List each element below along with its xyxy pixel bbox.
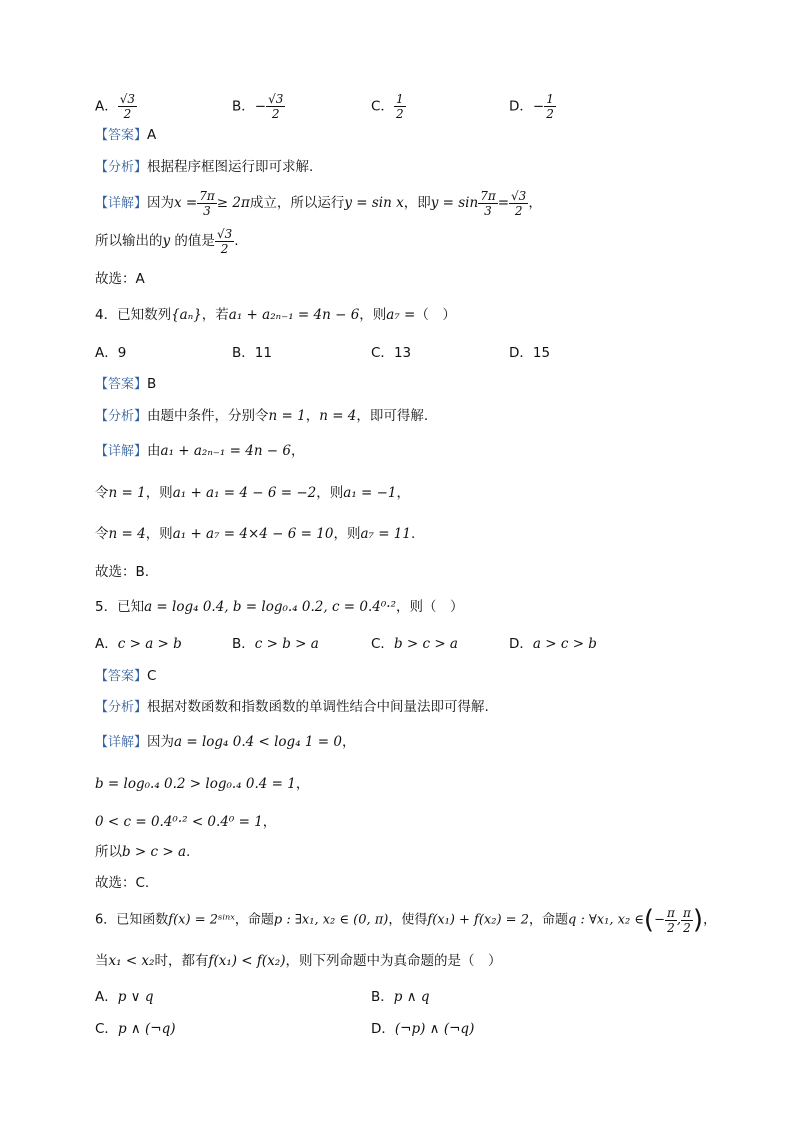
q3-options [95, 86, 734, 121]
option-letter: B． [232, 98, 255, 115]
option-sign: − [532, 98, 545, 115]
fraction-den: 2 [123, 107, 132, 121]
fraction [266, 92, 285, 121]
option-text: a > c > b [532, 636, 597, 652]
option-letter: A． [95, 989, 118, 1005]
math: a₁ + a₂ₙ₋₁ = 4n − 6 [228, 307, 360, 323]
option-letter: D． [371, 1021, 395, 1037]
math: a = log₄ 0.4, b = log₀.₄ 0.2, c = 0.4⁰·² [144, 599, 396, 615]
stem-text: ，则（ ） [396, 599, 464, 615]
q6-stem-line2 [95, 951, 734, 971]
detail-text: ， [396, 485, 411, 501]
option-sign: − [254, 98, 267, 115]
math: f(x₁) + f(x₂) = 2 [427, 912, 529, 928]
fraction-den: 3 [484, 203, 492, 218]
option-text: (¬p) ∧ (¬q) [394, 1021, 475, 1037]
q5-stem [95, 597, 734, 617]
stem-text: ，则 [359, 307, 387, 323]
option-letter: C． [371, 636, 394, 652]
stem-text: （ ） [415, 307, 456, 323]
detail-text: ，则 [145, 485, 173, 501]
q5-detail-line2 [95, 774, 734, 794]
option-text: 15 [532, 345, 551, 361]
analysis-text: 由题中条件，分别令 [147, 408, 269, 424]
answer-tag: 【答案】 [95, 377, 148, 392]
option-letter: C． [371, 345, 394, 361]
option-text: c > b > a [254, 636, 319, 652]
fraction [544, 92, 556, 121]
q6-option-d [371, 1019, 474, 1039]
stem-text: 时，都有 [154, 953, 209, 969]
math: f(x₁) < f(x₂) [208, 953, 286, 969]
stem-text: ，若 [201, 307, 229, 323]
fraction-den: 2 [667, 920, 675, 935]
math: = [497, 195, 510, 211]
math: n = 4 [319, 408, 357, 424]
math: a₁ + a₁ = 4 − 6 = −2 [172, 485, 317, 501]
option-letter: A． [95, 345, 118, 361]
fraction [118, 92, 137, 121]
q3-choose: 故选：A [95, 271, 145, 287]
analysis-text: ，即可得解. [356, 408, 429, 424]
fraction [197, 189, 217, 218]
q5-analysis [95, 697, 734, 718]
fraction-num: √3 [119, 92, 136, 106]
q4-option-d [509, 343, 550, 363]
fraction [394, 92, 406, 121]
detail-text: ， [295, 776, 310, 792]
detail-text: 因为 [147, 734, 175, 750]
detail-text: ，即 [403, 195, 431, 211]
option-letter: A． [95, 636, 118, 652]
q5-detail-line4 [95, 842, 734, 862]
q4-detail-line2 [95, 483, 734, 503]
option-letter: C． [371, 98, 394, 115]
q6-option-c [95, 1019, 176, 1039]
fraction-num: √3 [511, 188, 527, 203]
fraction-num: 1 [395, 92, 404, 106]
q3-detail [95, 186, 734, 220]
detail-text: . [186, 844, 191, 860]
fraction-den: 2 [395, 107, 404, 121]
detail-text: ， [528, 195, 542, 211]
fraction-num: 1 [546, 92, 554, 106]
analysis-tag: 【分析】 [95, 160, 148, 175]
option-letter: D． [509, 98, 533, 115]
math: q : ∀x₁, x₂ ∈ [568, 912, 644, 928]
detail-text: ， [262, 814, 277, 830]
option-text: 9 [117, 345, 127, 361]
math: a₇ = [386, 307, 416, 323]
option-text: 11 [254, 345, 272, 361]
fraction [681, 906, 693, 935]
math: x₁ < x₂ [108, 953, 155, 969]
math: b > c > a [122, 844, 187, 860]
detail-text: . [411, 526, 416, 542]
fraction [509, 189, 528, 218]
analysis-text: 根据程序框图运行即可求解. [147, 159, 314, 175]
option-text: p ∨ q [117, 989, 154, 1005]
stem-text: 6．已知函数 [95, 912, 169, 928]
q6-option-b [371, 987, 430, 1007]
stem-text: ，命题 [234, 912, 274, 928]
detail-text: 令 [95, 485, 109, 501]
paren: ( [643, 905, 655, 935]
option-letter: C． [95, 1021, 118, 1037]
stem-text: ，使得 [388, 912, 428, 928]
math: y = sin [430, 195, 479, 211]
q3-analysis [95, 157, 734, 178]
answer-value: B [147, 376, 157, 392]
q3-option-a [95, 92, 137, 121]
q5-option-d [509, 634, 597, 654]
q3-option-c [371, 92, 406, 121]
fraction-num: π [666, 905, 675, 920]
detail-text: ， [341, 734, 356, 750]
fraction-den: 2 [683, 920, 691, 935]
answer-tag: 【答案】 [95, 669, 148, 684]
detail-tag: 【详解】 [95, 444, 148, 459]
math: n = 4 [108, 526, 146, 542]
comma: , [676, 912, 682, 928]
option-letter: A． [95, 98, 118, 115]
fraction [478, 189, 498, 218]
detail-text: ，则 [333, 526, 361, 542]
q5-answer [95, 666, 734, 687]
fraction-num: √3 [268, 92, 284, 106]
fraction-num: 7π [199, 188, 215, 203]
q3-answer [95, 125, 734, 146]
q3-option-b [232, 92, 285, 121]
option-letter: B． [232, 636, 255, 652]
detail-text: 的值是 [170, 233, 215, 249]
math: b = log₀.₄ 0.2 > log₀.₄ 0.4 = 1 [95, 776, 296, 792]
q6-option-a [95, 987, 154, 1007]
detail-text: 所以输出的 [95, 233, 163, 249]
math: {aₙ} [171, 307, 202, 323]
q5-detail-line3 [95, 812, 734, 832]
math: a = log₄ 0.4 < log₄ 1 = 0 [174, 734, 342, 750]
stem-text: ， [703, 912, 717, 928]
option-text: 13 [393, 345, 412, 361]
q4-option-b [232, 343, 272, 363]
math: ≥ 2π [216, 195, 250, 211]
math: a₁ + a₂ₙ₋₁ = 4n − 6 [160, 443, 292, 459]
answer-value: A [147, 127, 157, 143]
detail-tag: 【详解】 [95, 735, 148, 750]
q4-answer [95, 374, 734, 395]
paren: ) [692, 905, 704, 935]
answer-tag: 【答案】 [95, 128, 148, 143]
detail-text: 因为 [147, 195, 175, 211]
q3-option-d [509, 92, 556, 121]
fraction-den: 2 [514, 203, 523, 218]
q4-detail-line3 [95, 524, 734, 544]
option-letter: B． [232, 345, 255, 361]
fraction [215, 227, 234, 256]
fraction-den: 3 [203, 203, 211, 218]
q4-choose: 故选：B. [95, 564, 150, 580]
detail-text: 成立，所以运行 [249, 195, 345, 211]
detail-text: . [234, 233, 239, 249]
detail-text: ， [291, 443, 305, 459]
q5-option-c [371, 634, 458, 654]
fraction-num: √3 [216, 226, 233, 241]
analysis-tag: 【分析】 [95, 700, 148, 715]
fraction-den: 2 [220, 241, 229, 256]
detail-text: ，则 [316, 485, 344, 501]
option-text: p ∧ q [393, 989, 430, 1005]
q5-choose: 故选：C. [95, 875, 150, 891]
q4-detail [95, 441, 734, 462]
math: a₁ = −1 [343, 485, 397, 501]
analysis-tag: 【分析】 [95, 409, 148, 424]
math: p : ∃x₁, x₂ ∈ (0, π) [273, 912, 389, 928]
option-text: c > a > b [117, 636, 182, 652]
q6-stem [95, 901, 774, 939]
detail-tag: 【详解】 [95, 196, 148, 211]
q5-option-a [95, 634, 182, 654]
fraction-den: 2 [271, 107, 280, 121]
q3-output-line [95, 224, 734, 258]
option-letter: D． [509, 345, 533, 361]
detail-text: 由 [147, 443, 161, 459]
q4-option-a [95, 343, 126, 363]
math: n = 1 [268, 408, 306, 424]
fraction [665, 906, 677, 935]
q5-detail [95, 732, 734, 753]
stem-text: ，则下列命题中为真命题的是（ ） [285, 953, 502, 969]
fraction-num: π [683, 905, 691, 920]
math: n = 1 [108, 485, 146, 501]
q4-option-c [371, 343, 411, 363]
fraction-den: 2 [546, 107, 554, 121]
math: 0 < c = 0.4⁰·² < 0.4⁰ = 1 [95, 814, 263, 830]
math: y = sin x [344, 195, 404, 211]
math: y [162, 233, 171, 249]
q4-stem [95, 305, 734, 325]
analysis-text: ， [305, 408, 320, 424]
math: f(x) = 2ˢⁱⁿˣ [168, 912, 235, 928]
analysis-text: 根据对数函数和指数函数的单调性结合中间量法即可得解. [147, 699, 489, 715]
option-letter: B． [371, 989, 394, 1005]
math: x = [174, 195, 198, 211]
answer-value: C [147, 668, 157, 684]
detail-text: 令 [95, 526, 109, 542]
stem-text: 4．已知数列 [95, 307, 172, 323]
detail-text: ，则 [145, 526, 173, 542]
minus-sign: − [654, 912, 665, 928]
option-letter: D． [509, 636, 533, 652]
q5-option-b [232, 634, 319, 654]
q4-analysis [95, 406, 734, 427]
math: a₁ + a₇ = 4×4 − 6 = 10 [172, 526, 334, 542]
option-text: b > c > a [393, 636, 458, 652]
stem-text: 5．已知 [95, 599, 145, 615]
stem-text: ，命题 [528, 912, 568, 928]
math: a₇ = 11 [360, 526, 411, 542]
stem-text: 当 [95, 953, 109, 969]
fraction-num: 7π [480, 188, 496, 203]
option-text: p ∧ (¬q) [117, 1021, 176, 1037]
detail-text: 所以 [95, 844, 122, 860]
